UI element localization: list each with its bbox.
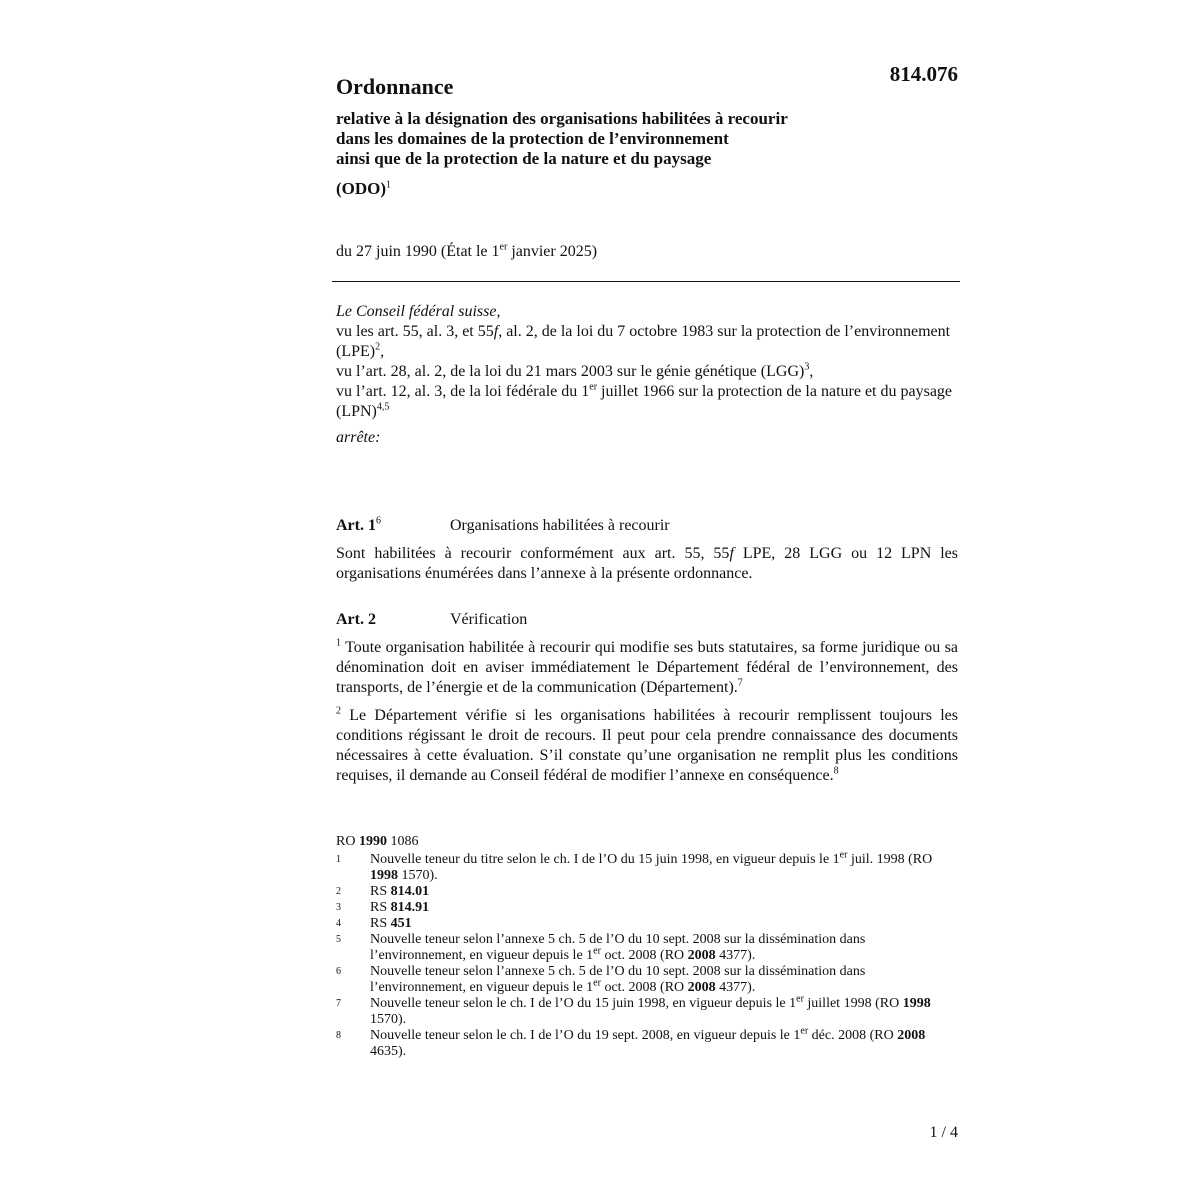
footnote-part: juil. 1998 (RO xyxy=(847,852,933,867)
preamble-text: , xyxy=(380,343,385,360)
document-page xyxy=(336,56,958,1060)
article-title: Organisations habilitées à recourir xyxy=(450,517,670,534)
footnote-text xyxy=(370,900,958,916)
subtitle-line: dans les domaines de la protection de l’environnement xyxy=(336,129,729,148)
footnote-ref[interactable]: 7 xyxy=(737,677,743,689)
document-title: Ordonnance xyxy=(336,74,454,99)
article-paragraph-1 xyxy=(336,638,958,698)
footnote-sup: er xyxy=(796,993,804,1005)
footnote-part: 2008 xyxy=(687,948,716,963)
footnote-5 xyxy=(336,932,958,964)
paragraph-number: 2 xyxy=(336,705,341,717)
footnote-part: 814.91 xyxy=(390,900,430,915)
preamble-basis-lpn xyxy=(336,382,958,422)
footnote-part: Nouvelle teneur selon l’annexe 5 ch. 5 de l’O du 10 sept. 2008 sur la dissémination dans l’environnement, en vigueur depuis le 1 xyxy=(370,932,866,963)
subtitle-line: relative à la désignation des organisations habilitées à recourir xyxy=(336,109,788,128)
preamble-authority: Le Conseil fédéral suisse, xyxy=(336,303,501,320)
preamble-text: , al. 2, de la loi du 7 octobre 1983 sur la protection de l’environnement (LPE) xyxy=(336,323,951,360)
footnote-text xyxy=(370,964,958,996)
page-number: 1 / 4 xyxy=(929,1124,958,1141)
preamble-text: f xyxy=(493,323,499,340)
date-text: janvier 2025) xyxy=(507,243,598,260)
document-subtitle xyxy=(336,109,958,169)
footnote-part: déc. 2008 (RO xyxy=(808,1028,898,1043)
article-number: Art. 2 xyxy=(336,611,376,628)
footnote-ref[interactable]: 2 xyxy=(375,341,381,353)
preamble-sup: er xyxy=(589,381,598,393)
paragraph-text: Toute organisation habilitée à recourir qui modifie ses buts statutaires, sa forme juridique ou sa dénomination doit en aviser immédiatement le Département fédéral de l’environnement, des transports, de l’énergie et de la communication (Département). xyxy=(336,639,958,696)
footnote-part: Nouvelle teneur selon le ch. I de l’O du 19 sept. 2008, en vigueur depuis le 1 xyxy=(370,1028,801,1043)
footnote-sup: er xyxy=(593,945,601,957)
footnote-1 xyxy=(336,849,958,884)
footnote-part: Nouvelle teneur selon l’annexe 5 ch. 5 de l’O du 10 sept. 2008 sur la dissémination dans l’environnement, en vigueur depuis le 1 xyxy=(370,964,866,995)
footnote-part: RS xyxy=(370,916,391,931)
footnote-sup: er xyxy=(593,977,601,989)
footnote-ref[interactable]: 3 xyxy=(804,361,810,373)
date-sup: er xyxy=(499,241,508,253)
paragraph-text: Le Département vérifie si les organisations habilitées à recourir remplissent toujours les conditions régissant le droit de recours. Il peut pour cela prendre connaissance des documents nécessaires à cette évaluation. S’il constate qu’une organisation ne remplit plus les conditions requises, il demande au Conseil fédéral de modifier l’annexe en conséquence. xyxy=(336,707,958,784)
footnote-number: 5 xyxy=(336,934,341,945)
footnote-part: Nouvelle teneur du titre selon le ch. I de l’O du 15 juin 1998, en vigueur depuis le 1 xyxy=(370,852,840,867)
footnote-part: 1998 xyxy=(370,868,398,883)
footnote-text xyxy=(370,849,958,884)
header-divider xyxy=(332,281,960,282)
preamble-text: vu les art. 55, al. 3, et 55 xyxy=(336,323,494,340)
article-text xyxy=(336,544,958,584)
article-number xyxy=(336,516,450,536)
footnote-number: 4 xyxy=(336,918,341,929)
footnote-number: 2 xyxy=(336,886,341,897)
footnote-sup: er xyxy=(839,849,848,861)
footnote-6 xyxy=(336,964,958,996)
footnote-number: 3 xyxy=(336,902,341,913)
article-heading xyxy=(336,516,958,536)
footnote-2 xyxy=(336,884,958,900)
footnote-number: 6 xyxy=(336,966,341,977)
article-1 xyxy=(336,516,958,584)
footnote-number: 8 xyxy=(336,1030,341,1041)
footnote-part: 1998 xyxy=(902,996,931,1011)
article-title: Vérification xyxy=(450,611,528,628)
footnote-text xyxy=(370,916,958,932)
footnote-part: 4377). xyxy=(715,948,756,963)
article-number-text: Art. 1 xyxy=(336,517,376,534)
footnote-text xyxy=(370,884,958,900)
preamble-text: vu l’art. 28, al. 2, de la loi du 21 mars 2003 sur le génie génétique (LGG) xyxy=(336,363,805,380)
article-heading xyxy=(336,610,958,630)
footnote-text: RO xyxy=(336,834,359,849)
document-abbreviation xyxy=(336,178,958,200)
footnote-part: Nouvelle teneur selon le ch. I de l’O du 15 juin 1998, en vigueur depuis le 1 xyxy=(370,996,797,1011)
footnote-text xyxy=(370,932,958,964)
article-2 xyxy=(336,610,958,786)
preamble-basis-lgg xyxy=(336,362,958,382)
footnote-part: oct. 2008 (RO xyxy=(600,948,688,963)
footnote-part: 1570). xyxy=(398,868,438,883)
footnote-part: oct. 2008 (RO xyxy=(600,980,688,995)
paragraph-number: 1 xyxy=(336,637,341,649)
footnote-3 xyxy=(336,900,958,916)
document-date xyxy=(336,242,958,262)
preamble-decision: arrête: xyxy=(336,429,381,446)
preamble-basis-lpe xyxy=(336,322,958,362)
footnote-part: 4635). xyxy=(370,1044,407,1059)
footnote-4 xyxy=(336,916,958,932)
footnote-part: 2008 xyxy=(897,1028,926,1043)
footnote-ref[interactable]: 8 xyxy=(833,765,839,777)
article-text-part: Sont habilitées à recourir conformément aux art. 55, 55 xyxy=(336,545,730,562)
footnote-part: 814.01 xyxy=(390,884,430,899)
footnote-number: 1 xyxy=(336,854,341,865)
preamble-text: , xyxy=(809,363,814,380)
footnote-part: 2008 xyxy=(687,980,716,995)
footnote-part: RS xyxy=(370,884,391,899)
preamble xyxy=(336,302,958,448)
abbreviation-text: (ODO) xyxy=(336,179,387,198)
article-text-part: LPE, 28 LGG ou 12 LPN les organisations énumérées dans l’annexe à la présente ordonnance. xyxy=(336,545,959,582)
footnote-number: 7 xyxy=(336,998,341,1009)
article-paragraph-2 xyxy=(336,706,958,786)
footnote-part: 1570). xyxy=(370,1012,407,1027)
footnote-part: 451 xyxy=(390,916,412,931)
subtitle-line: ainsi que de la protection de la nature et du paysage xyxy=(336,149,712,168)
document-number: 814.076 xyxy=(889,62,958,86)
footnote-sup: er xyxy=(800,1025,809,1037)
footnote-text: 1990 xyxy=(358,834,387,849)
official-collection-ref xyxy=(336,834,958,850)
footnote-ref[interactable]: 1 xyxy=(386,179,392,191)
footnote-part: juillet 1998 (RO xyxy=(803,996,903,1011)
preamble-text: vu l’art. 12, al. 3, de la loi fédérale du 1 xyxy=(336,383,590,400)
date-text: du 27 juin 1990 (État le 1 xyxy=(336,243,500,260)
footnote-text: 1086 xyxy=(386,834,419,849)
footnote-ref[interactable]: 6 xyxy=(375,515,381,527)
footnotes xyxy=(336,834,958,1060)
footnote-part: RS xyxy=(370,900,391,915)
preamble-text: juillet 1966 sur la protection de la nature et du paysage (LPN) xyxy=(336,383,953,420)
footnote-8 xyxy=(336,1025,958,1060)
footnote-part: 4377). xyxy=(715,980,756,995)
footnote-7 xyxy=(336,993,958,1028)
footnote-text xyxy=(370,1025,958,1060)
footnote-ref[interactable]: 4,5 xyxy=(376,401,390,413)
footnote-text xyxy=(370,993,958,1028)
article-text-part: f xyxy=(729,545,734,562)
